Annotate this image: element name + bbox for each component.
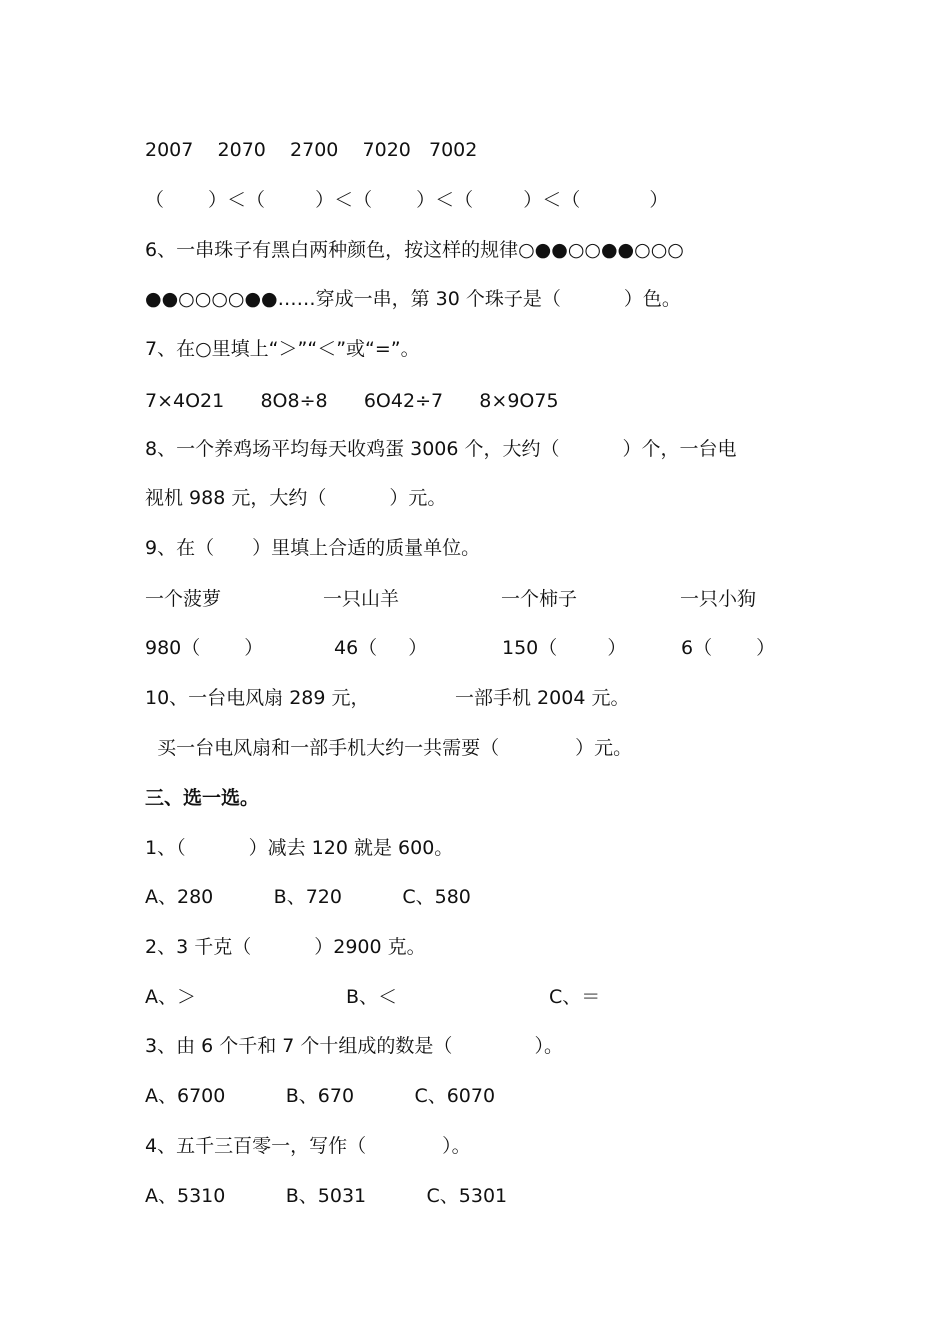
q9-blank: 6（ ） [681,637,776,659]
choice-2-option-a: A、＞ [145,986,196,1008]
order-blanks: （ ）＜（ ）＜（ ）＜（ ）＜（ ） [145,189,669,211]
choice-2-option-b: B、＜ [346,986,398,1008]
question-9: 9、在（ ）里填上合适的质量单位。 [145,537,481,559]
q9-item: 一只山羊 [323,588,400,610]
choice-3-options: A、6700 B、670 C、6070 [145,1085,496,1107]
question-7-expressions: 7×4O21 8O8÷8 6O42÷7 8×9O75 [145,390,559,412]
choice-2-option-c: C、＝ [549,986,601,1008]
question-10-line-2: 买一台电风扇和一部手机大约一共需要（ ）元。 [145,737,633,759]
choice-question-2: 2、3 千克（ ）2900 克。 [145,936,426,958]
question-8-line-1: 8、一个养鸡场平均每天收鸡蛋 3006 个，大约（ ）个，一台电 [145,438,737,460]
question-6-line-1: 6、一串珠子有黑白两种颜色，按这样的规律○●●○○●●○○○ [145,239,684,261]
q9-item: 一个菠萝 [145,588,222,610]
choice-question-1: 1、（ ）减去 120 就是 600。 [145,837,454,859]
choice-question-4: 4、五千三百零一，写作（ ）。 [145,1135,471,1157]
question-8-line-2: 视机 988 元，大约（ ）元。 [145,487,447,509]
choice-4-options: A、5310 B、5031 C、5301 [145,1185,508,1207]
q9-item: 一个柿子 [501,588,578,610]
choice-question-3: 3、由 6 个千和 7 个十组成的数是（ ）。 [145,1035,563,1057]
q9-blank: 150（ ） [502,637,627,659]
q9-blank: 46（ ） [334,637,428,659]
q9-blank: 980（ ） [145,637,264,659]
question-6-line-2: ●●○○○○●●……穿成一串，第 30 个珠子是（ ）色。 [145,288,681,310]
question-10-line-1: 10、一台电风扇 289 元， 一部手机 2004 元。 [145,687,630,709]
section-heading: 三、选一选。 [145,787,260,809]
choice-1-options: A、280 B、720 C、580 [145,886,471,908]
number-list: 2007 2070 2700 7020 7002 [145,139,478,161]
question-7: 7、在○里填上“＞”“＜”或“=”。 [145,338,420,360]
q9-item: 一只小狗 [680,588,757,610]
